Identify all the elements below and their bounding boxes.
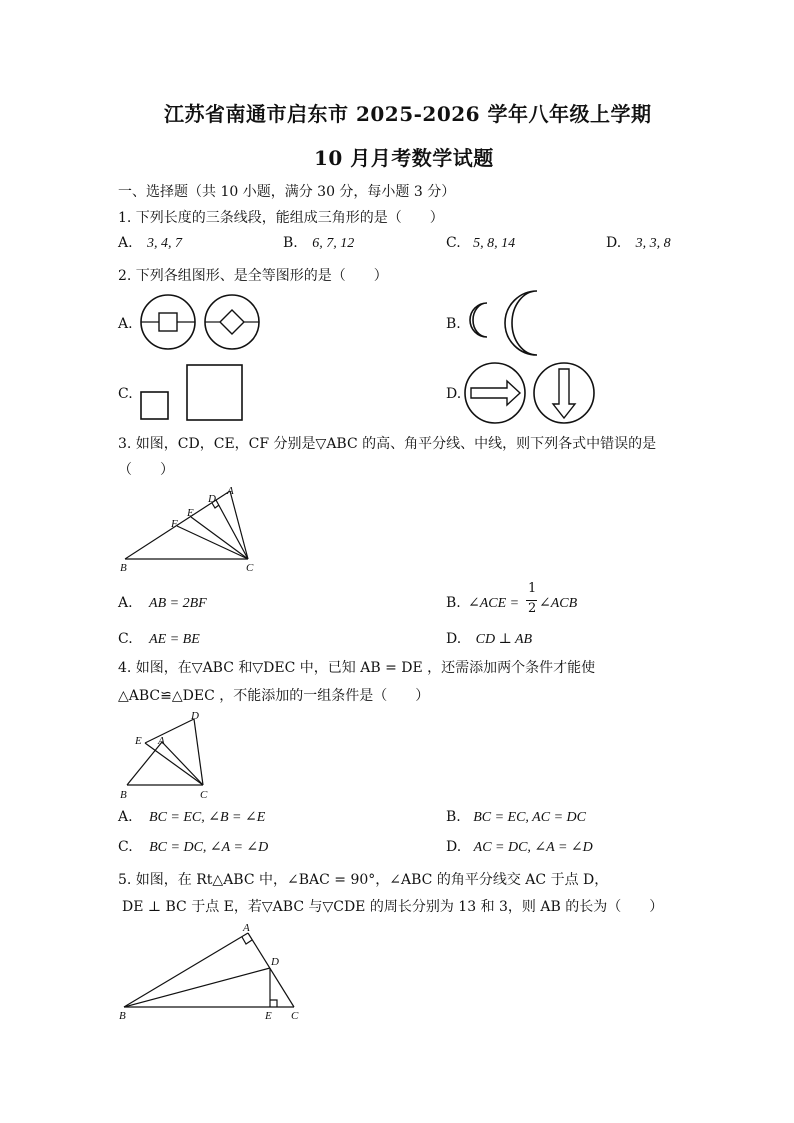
option-label: B. <box>446 809 461 825</box>
q2-figure-b <box>465 288 555 358</box>
label-a: A <box>158 735 165 747</box>
q2-option-c-label[interactable]: C. <box>118 386 133 402</box>
q2-option-d-label[interactable]: D. <box>446 386 462 402</box>
option-text: 3, 4, 7 <box>147 236 183 251</box>
option-text: AB = 2BF <box>149 596 207 611</box>
q3-stem-bracket: （ ） <box>118 462 174 478</box>
option-text: BC = EC, ∠B = ∠E <box>149 810 266 825</box>
q1-option-b[interactable] <box>283 235 354 252</box>
coin-square-hole-icon <box>141 295 195 349</box>
label-b: B <box>119 1010 126 1022</box>
option-label: C. <box>118 839 133 855</box>
small-crescent-icon <box>470 303 487 337</box>
q1-stem: 1. 下列长度的三条线段，能组成三角形的是（ ） <box>118 210 444 226</box>
option-text: BC = DC, ∠A = ∠D <box>149 840 269 855</box>
right-arrow-circle-icon <box>465 363 525 423</box>
option-label: A. <box>118 595 133 611</box>
q4-stem-line2: △ABC≌△DEC ，不能添加的一组条件是（ ） <box>118 688 430 704</box>
q3-option-a[interactable] <box>118 595 207 612</box>
title-line-2: 10 月月考数学试题 <box>314 146 494 170</box>
q1-option-d[interactable] <box>606 235 671 252</box>
q5-figure <box>118 920 308 1024</box>
option-label: A. <box>118 235 133 251</box>
label-d: D <box>208 493 216 505</box>
label-c: C <box>246 562 254 574</box>
q2-option-b-label[interactable]: B. <box>446 316 461 332</box>
down-arrow-circle-icon <box>534 363 594 423</box>
q3-triangle-lines <box>125 491 248 559</box>
option-label: A. <box>118 809 133 825</box>
option-label: B. <box>283 235 298 251</box>
label-d: D <box>271 956 279 968</box>
label-b: B <box>120 789 127 801</box>
option-text: AE = BE <box>149 632 200 647</box>
q4-option-d[interactable] <box>446 839 593 856</box>
section-heading: 一、选择题（共 10 小题，满分 30 分，每小题 3 分） <box>118 184 456 200</box>
option-text: 5, 8, 14 <box>473 236 516 251</box>
small-square-icon <box>141 392 168 419</box>
option-label: D. <box>446 631 462 647</box>
q3-option-c[interactable] <box>118 631 200 648</box>
label-f: F <box>171 518 178 530</box>
label-e: E <box>187 507 194 519</box>
option-text: CD ⊥ AB <box>475 632 533 647</box>
label-d: D <box>191 710 199 722</box>
q2-figure-c <box>138 362 248 424</box>
label-a: A <box>227 485 234 497</box>
q4-figure <box>118 706 228 802</box>
label-a: A <box>243 922 250 934</box>
q5-stem: 5. 如图，在 Rt△ABC 中，∠BAC = 90°，∠ABC 的角平分线交 AC 于点 D， <box>118 872 609 888</box>
large-square-icon <box>187 365 242 420</box>
large-crescent-icon <box>505 291 537 355</box>
q3-figure <box>118 482 268 574</box>
q3-option-d[interactable] <box>446 631 532 648</box>
q4-option-c[interactable] <box>118 839 268 856</box>
title-line-1: 江苏省南通市启东市 2025-2026 学年八年级上学期 <box>164 102 652 126</box>
option-text: 3, 3, 8 <box>635 236 671 251</box>
coin-diamond-hole-icon <box>205 295 259 349</box>
label-c: C <box>200 789 208 801</box>
label-c: C <box>291 1010 299 1022</box>
option-text: 6, 7, 12 <box>312 236 355 251</box>
option-label: D. <box>446 839 462 855</box>
fraction-numerator: 1 <box>528 581 537 596</box>
q2-stem: 2. 下列各组图形、是全等图形的是（ ） <box>118 268 388 284</box>
option-label: C. <box>118 631 133 647</box>
q4-option-b[interactable] <box>446 809 586 826</box>
q2-figure-d <box>462 360 602 426</box>
option-text: BC = EC, AC = DC <box>473 810 586 825</box>
option-label: D. <box>606 235 622 251</box>
q2-figure-a <box>135 292 265 354</box>
q2-option-a-label[interactable]: A. <box>118 316 133 332</box>
q3-stem: 3. 如图，CD，CE，CF 分别是▽ABC 的高、角平分线、中线，则下列各式中错误的是 <box>118 436 657 452</box>
option-text: AC = DC, ∠A = ∠D <box>473 840 593 855</box>
q1-option-c[interactable] <box>446 235 515 252</box>
fraction-denominator: 2 <box>528 601 537 616</box>
q4-triangle-lines <box>127 719 203 785</box>
label-b: B <box>120 562 127 574</box>
q5-triangle-lines <box>124 933 294 1007</box>
label-e: E <box>265 1010 272 1022</box>
q4-option-a[interactable] <box>118 809 265 826</box>
option-text-post: ∠ACB <box>539 596 578 611</box>
label-e: E <box>135 735 142 747</box>
option-label: B. <box>446 595 461 611</box>
option-text-pre: ∠ACE = <box>468 596 520 611</box>
q1-option-a[interactable] <box>118 235 182 252</box>
q5-stem-line2: DE ⊥ BC 于点 E，若▽ABC 与▽CDE 的周长分别为 13 和 3，则 AB 的长为（ ） <box>122 899 664 915</box>
option-label: C. <box>446 235 461 251</box>
q4-stem: 4. 如图，在▽ABC 和▽DEC 中，已知 AB = DE ，还需添加两个条件才能使 <box>118 660 596 676</box>
